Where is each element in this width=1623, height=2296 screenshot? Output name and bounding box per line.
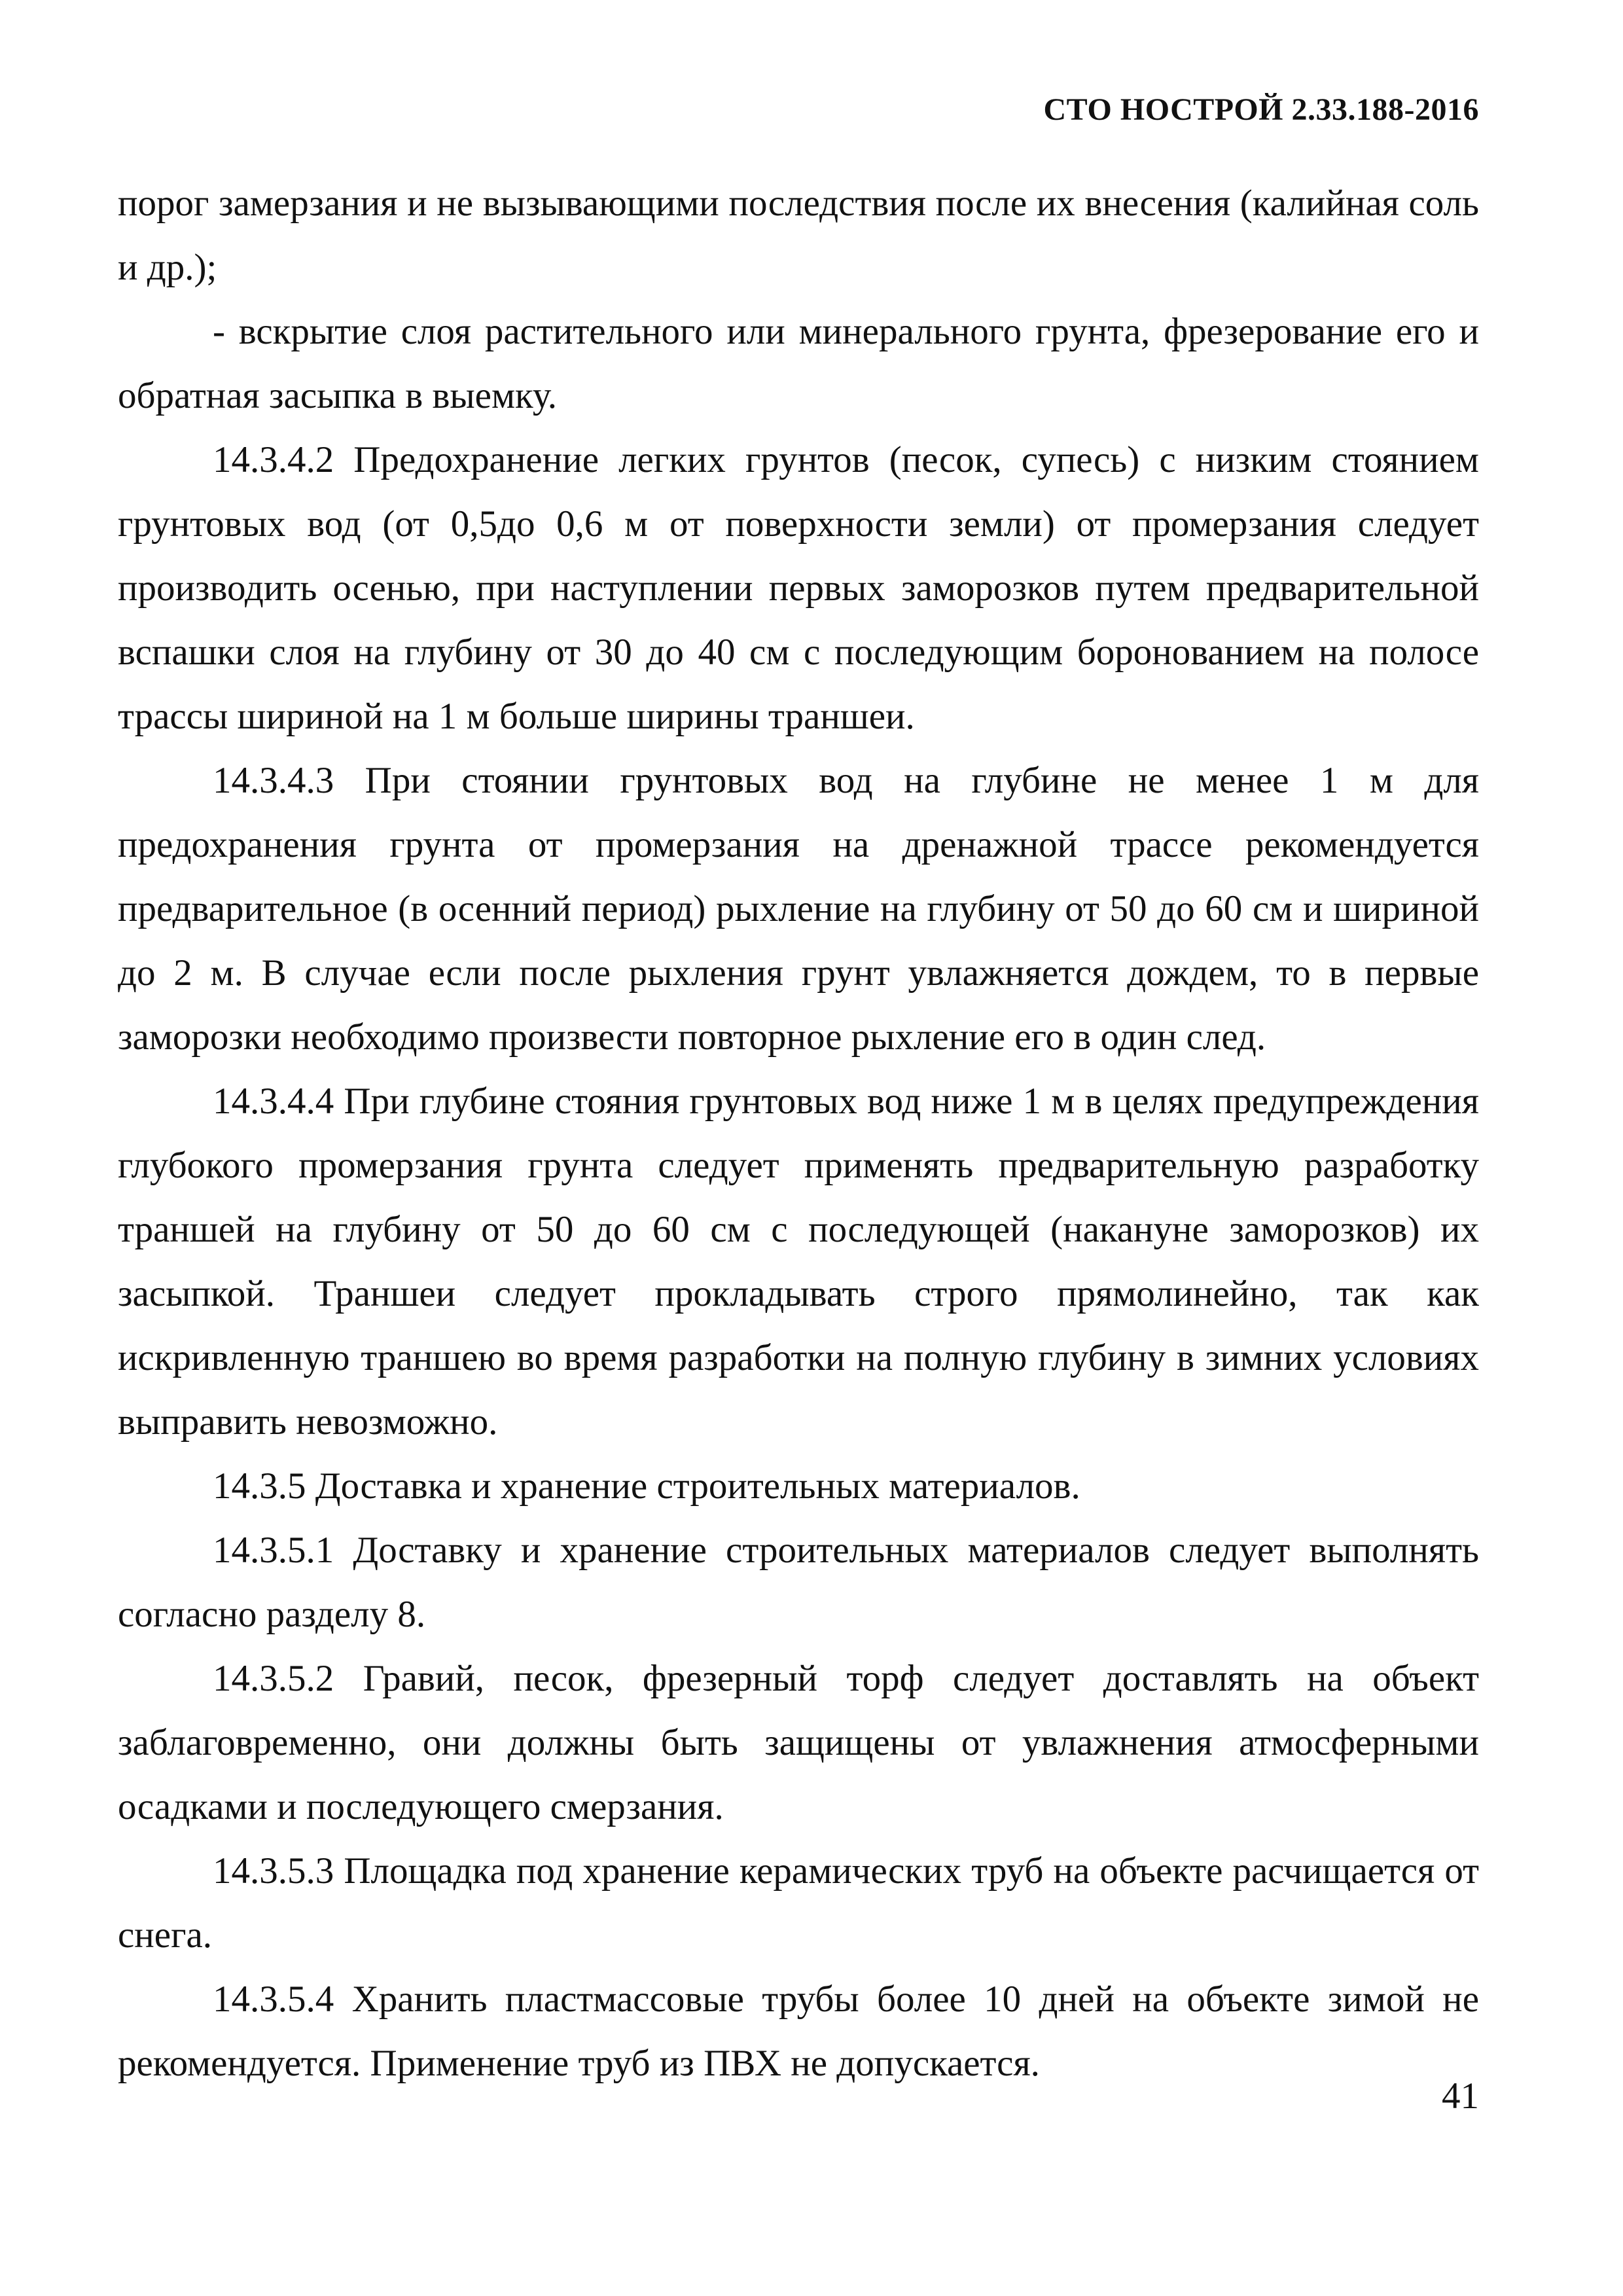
paragraph-14-3-5-2: 14.3.5.2 Гравий, песок, фрезерный торф следует доставлять на объект заблаговременно, они должны быть защищены от увлажнения атмосферными осадками и последующего смерзания. <box>118 1658 1479 1827</box>
paragraph-14-3-4-3: 14.3.4.3 При стоянии грунтовых вод на глубине не менее 1 м для предохранения грунта от промерзания на дренажной трассе рекомендуется предварительное (в осенний период) рыхление на глубину от 50 до 60 см и шириной до 2 м. В случае если после рыхления грунт увлажняется дождем, то в первые заморозки необходимо произвести повторное рыхление его в один след. <box>118 760 1479 1058</box>
document-code-header: СТО НОСТРОЙ 2.33.188-2016 <box>1043 92 1479 127</box>
document-body <box>118 171 1479 2096</box>
paragraph-14-3-5-4: 14.3.5.4 Хранить пластмассовые трубы более 10 дней на объекте зимой не рекомендуется. Применение труб из ПВХ не допускается. <box>118 1979 1479 2084</box>
paragraph-14-3-5: 14.3.5 Доставка и хранение строительных материалов. <box>213 1465 1080 1507</box>
paragraph-14-3-4-2: 14.3.4.2 Предохранение легких грунтов (песок, супесь) с низким стоянием грунтовых вод (от 0,5до 0,6 м от поверхности земли) от промерзания следует производить осенью, при наступлении первых заморозков путем предварительной вспашки слоя на глубину от 30 до 40 см с последующим боронованием на полосе трассы шириной на 1 м больше ширины траншеи. <box>118 439 1479 737</box>
paragraph-14-3-5-1: 14.3.5.1 Доставку и хранение строительных материалов следует выполнять согласно разделу 8. <box>118 1530 1479 1635</box>
paragraph-list-item: - вскрытие слоя растительного или минерального грунта, фрезерование его и обратная засыпка в выемку. <box>118 311 1479 416</box>
paragraph-14-3-4-4: 14.3.4.4 При глубине стояния грунтовых вод ниже 1 м в целях предупреждения глубокого промерзания грунта следует применять предварительную разработку траншей на глубину от 50 до 60 см с последующей (накануне заморозков) их засыпкой. Траншеи следует прокладывать строго прямолинейно, так как искривленную траншею во время разработки на полную глубину в зимних условиях выправить невозможно. <box>118 1081 1479 1443</box>
page-number: 41 <box>1442 2075 1479 2117</box>
paragraph-14-3-5-3: 14.3.5.3 Площадка под хранение керамических труб на объекте расчищается от снега. <box>118 1850 1479 1956</box>
paragraph-continuation: порог замерзания и не вызывающими последствия после их внесения (калийная соль и др.); <box>118 183 1479 288</box>
